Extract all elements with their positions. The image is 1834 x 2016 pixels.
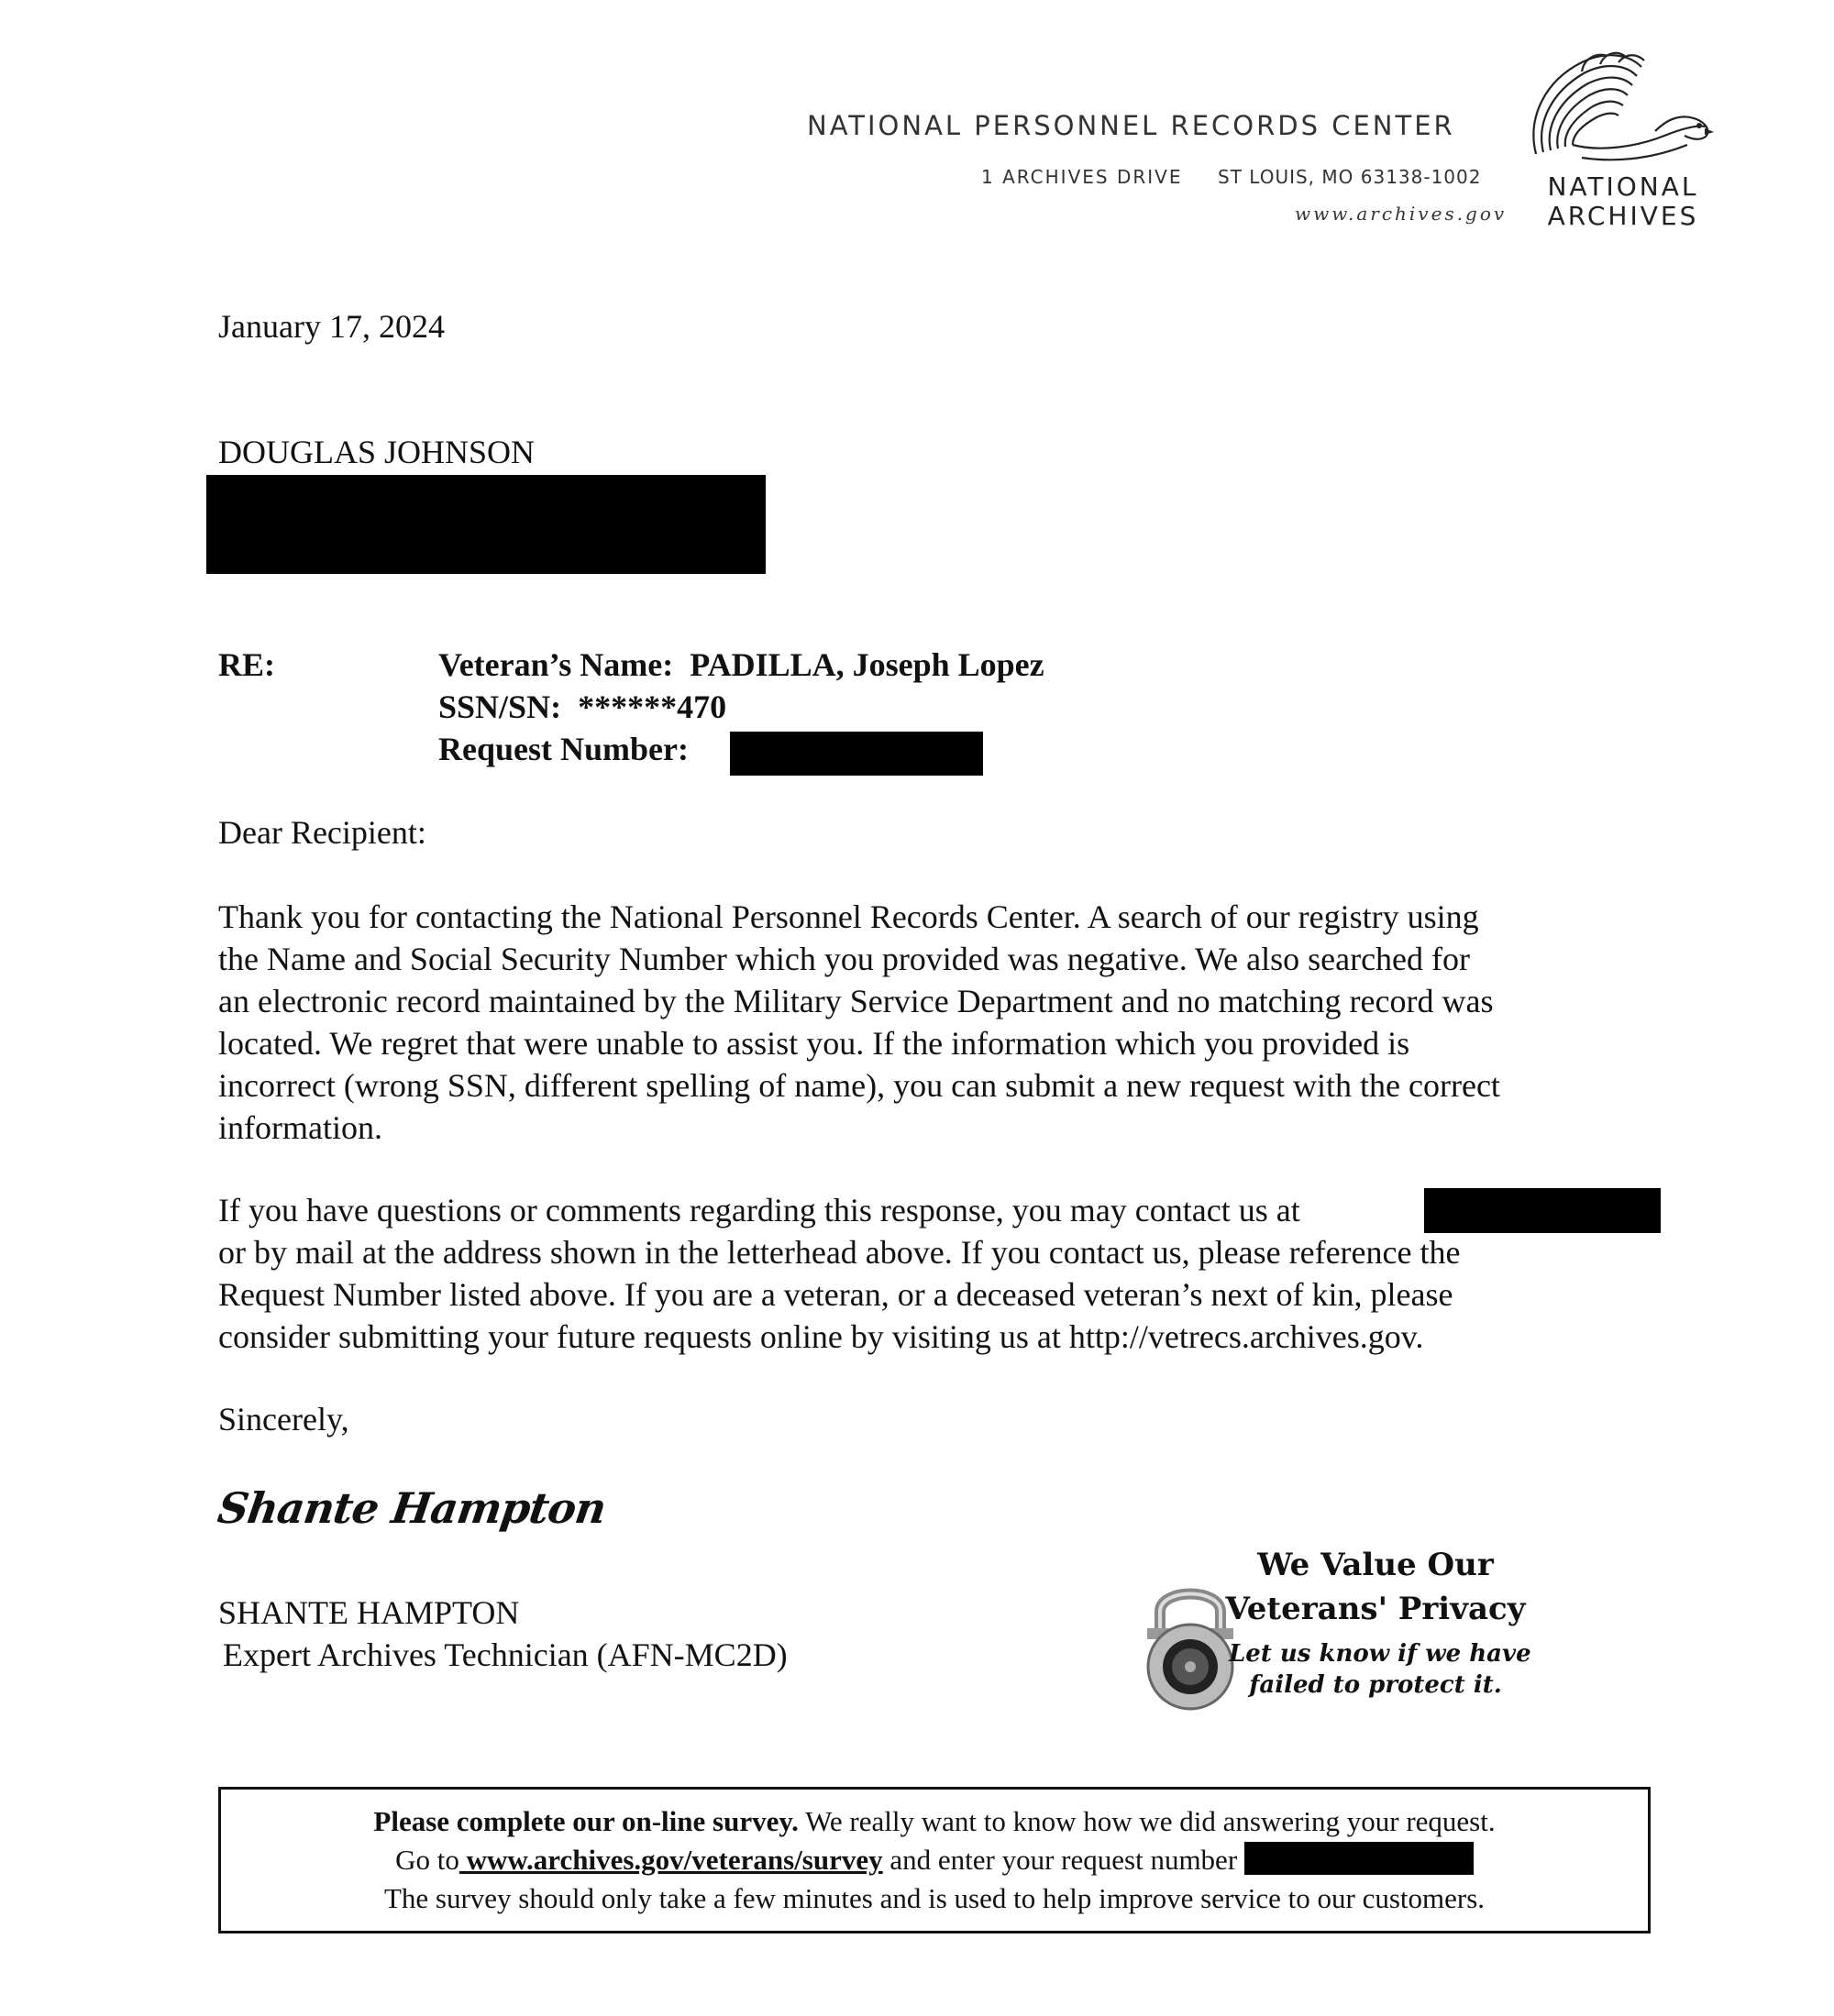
letter-date: January 17, 2024 (218, 308, 445, 345)
privacy-title-line: We Value Our (1257, 1547, 1494, 1583)
paragraph-line: located. We regret that were unable to assist you. If the information which you provided is (218, 1025, 1410, 1062)
veteran-name-value: PADILLA, Joseph Lopez (690, 646, 1044, 683)
survey-line-2-rest: and enter your request number (882, 1844, 1244, 1876)
national-archives-eagle-logo (1518, 44, 1719, 172)
survey-link[interactable]: www.archives.gov/veterans/survey (458, 1844, 883, 1876)
salutation: Dear Recipient: (218, 814, 426, 851)
paragraph-line: consider submitting your future requests online by visiting us at http://vetrecs.archives.gov. (218, 1318, 1424, 1355)
privacy-title-line: Veterans' Privacy (1225, 1591, 1526, 1627)
letterhead-org-name: NATIONAL PERSONNEL RECORDS CENTER (807, 110, 1455, 141)
survey-line-2 (221, 1842, 1648, 1878)
printed-name: SHANTE HAMPTON (218, 1594, 520, 1631)
redacted-request-number (730, 732, 983, 776)
privacy-title (1224, 1543, 1527, 1631)
re-label: RE: (218, 646, 275, 683)
request-number-label: Request Number: (438, 731, 689, 767)
veteran-name-line (438, 644, 1044, 686)
survey-lead: Please complete our on-line survey. (373, 1805, 799, 1837)
privacy-sub-line: failed to protect it. (1249, 1671, 1502, 1699)
ssn-line (438, 686, 726, 728)
ssn-value: ******470 (578, 689, 727, 725)
paragraph-line: Thank you for contacting the National Personnel Records Center. A search of our registry using (218, 898, 1479, 935)
paragraph-contact (218, 1189, 1460, 1358)
wordmark-line-2: ARCHIVES (1547, 201, 1699, 231)
paragraph-line: incorrect (wrong SSN, different spelling of name), you can submit a new request with the correct (218, 1067, 1500, 1104)
letterhead-street: 1 ARCHIVES DRIVE (981, 166, 1183, 188)
paragraph-search-result (218, 896, 1500, 1149)
closing: Sincerely, (218, 1401, 349, 1438)
national-archives-wordmark (1533, 172, 1713, 231)
veteran-name-label: Veteran’s Name: (438, 646, 674, 683)
letterhead-city: ST LOUIS, MO 63138-1002 (1218, 166, 1482, 188)
paragraph-line: Request Number listed above. If you are a veteran, or a deceased veteran’s next of kin, please (218, 1276, 1453, 1313)
survey-line-3: The survey should only take a few minutes and is used to help improve service to our customers. (383, 1882, 1486, 1914)
paragraph-line: information. (218, 1109, 382, 1146)
privacy-subtitle (1229, 1638, 1531, 1701)
paragraph-line: the Name and Social Security Number which you provided was negative. We also searched for (218, 941, 1471, 977)
handwritten-signature: Shante Hampton (215, 1483, 609, 1533)
survey-line-1-rest: We really want to know how we did answering your request. (798, 1805, 1496, 1837)
letterhead-website: www.archives.gov (1295, 203, 1508, 225)
survey-line-1 (221, 1803, 1648, 1840)
redacted-recipient-address (206, 475, 766, 574)
ssn-label: SSN/SN: (438, 689, 562, 725)
survey-box (218, 1787, 1651, 1933)
paragraph-line: If you have questions or comments regarding this response, you may contact us at (218, 1192, 1300, 1228)
wordmark-line-1: NATIONAL (1547, 171, 1699, 202)
redacted-survey-request-number (1244, 1842, 1474, 1875)
signer-title: Expert Archives Technician (AFN-MC2D) (223, 1636, 788, 1673)
redacted-phone-number (1424, 1188, 1661, 1233)
recipient-name: DOUGLAS JOHNSON (218, 434, 536, 470)
paragraph-line: or by mail at the address shown in the letterhead above. If you contact us, please reference the (218, 1234, 1461, 1271)
paragraph-line: an electronic record maintained by the Military Service Department and no matching record was (218, 983, 1494, 1019)
privacy-sub-line: Let us know if we have (1229, 1640, 1531, 1668)
survey-go-to: Go to (395, 1844, 459, 1876)
